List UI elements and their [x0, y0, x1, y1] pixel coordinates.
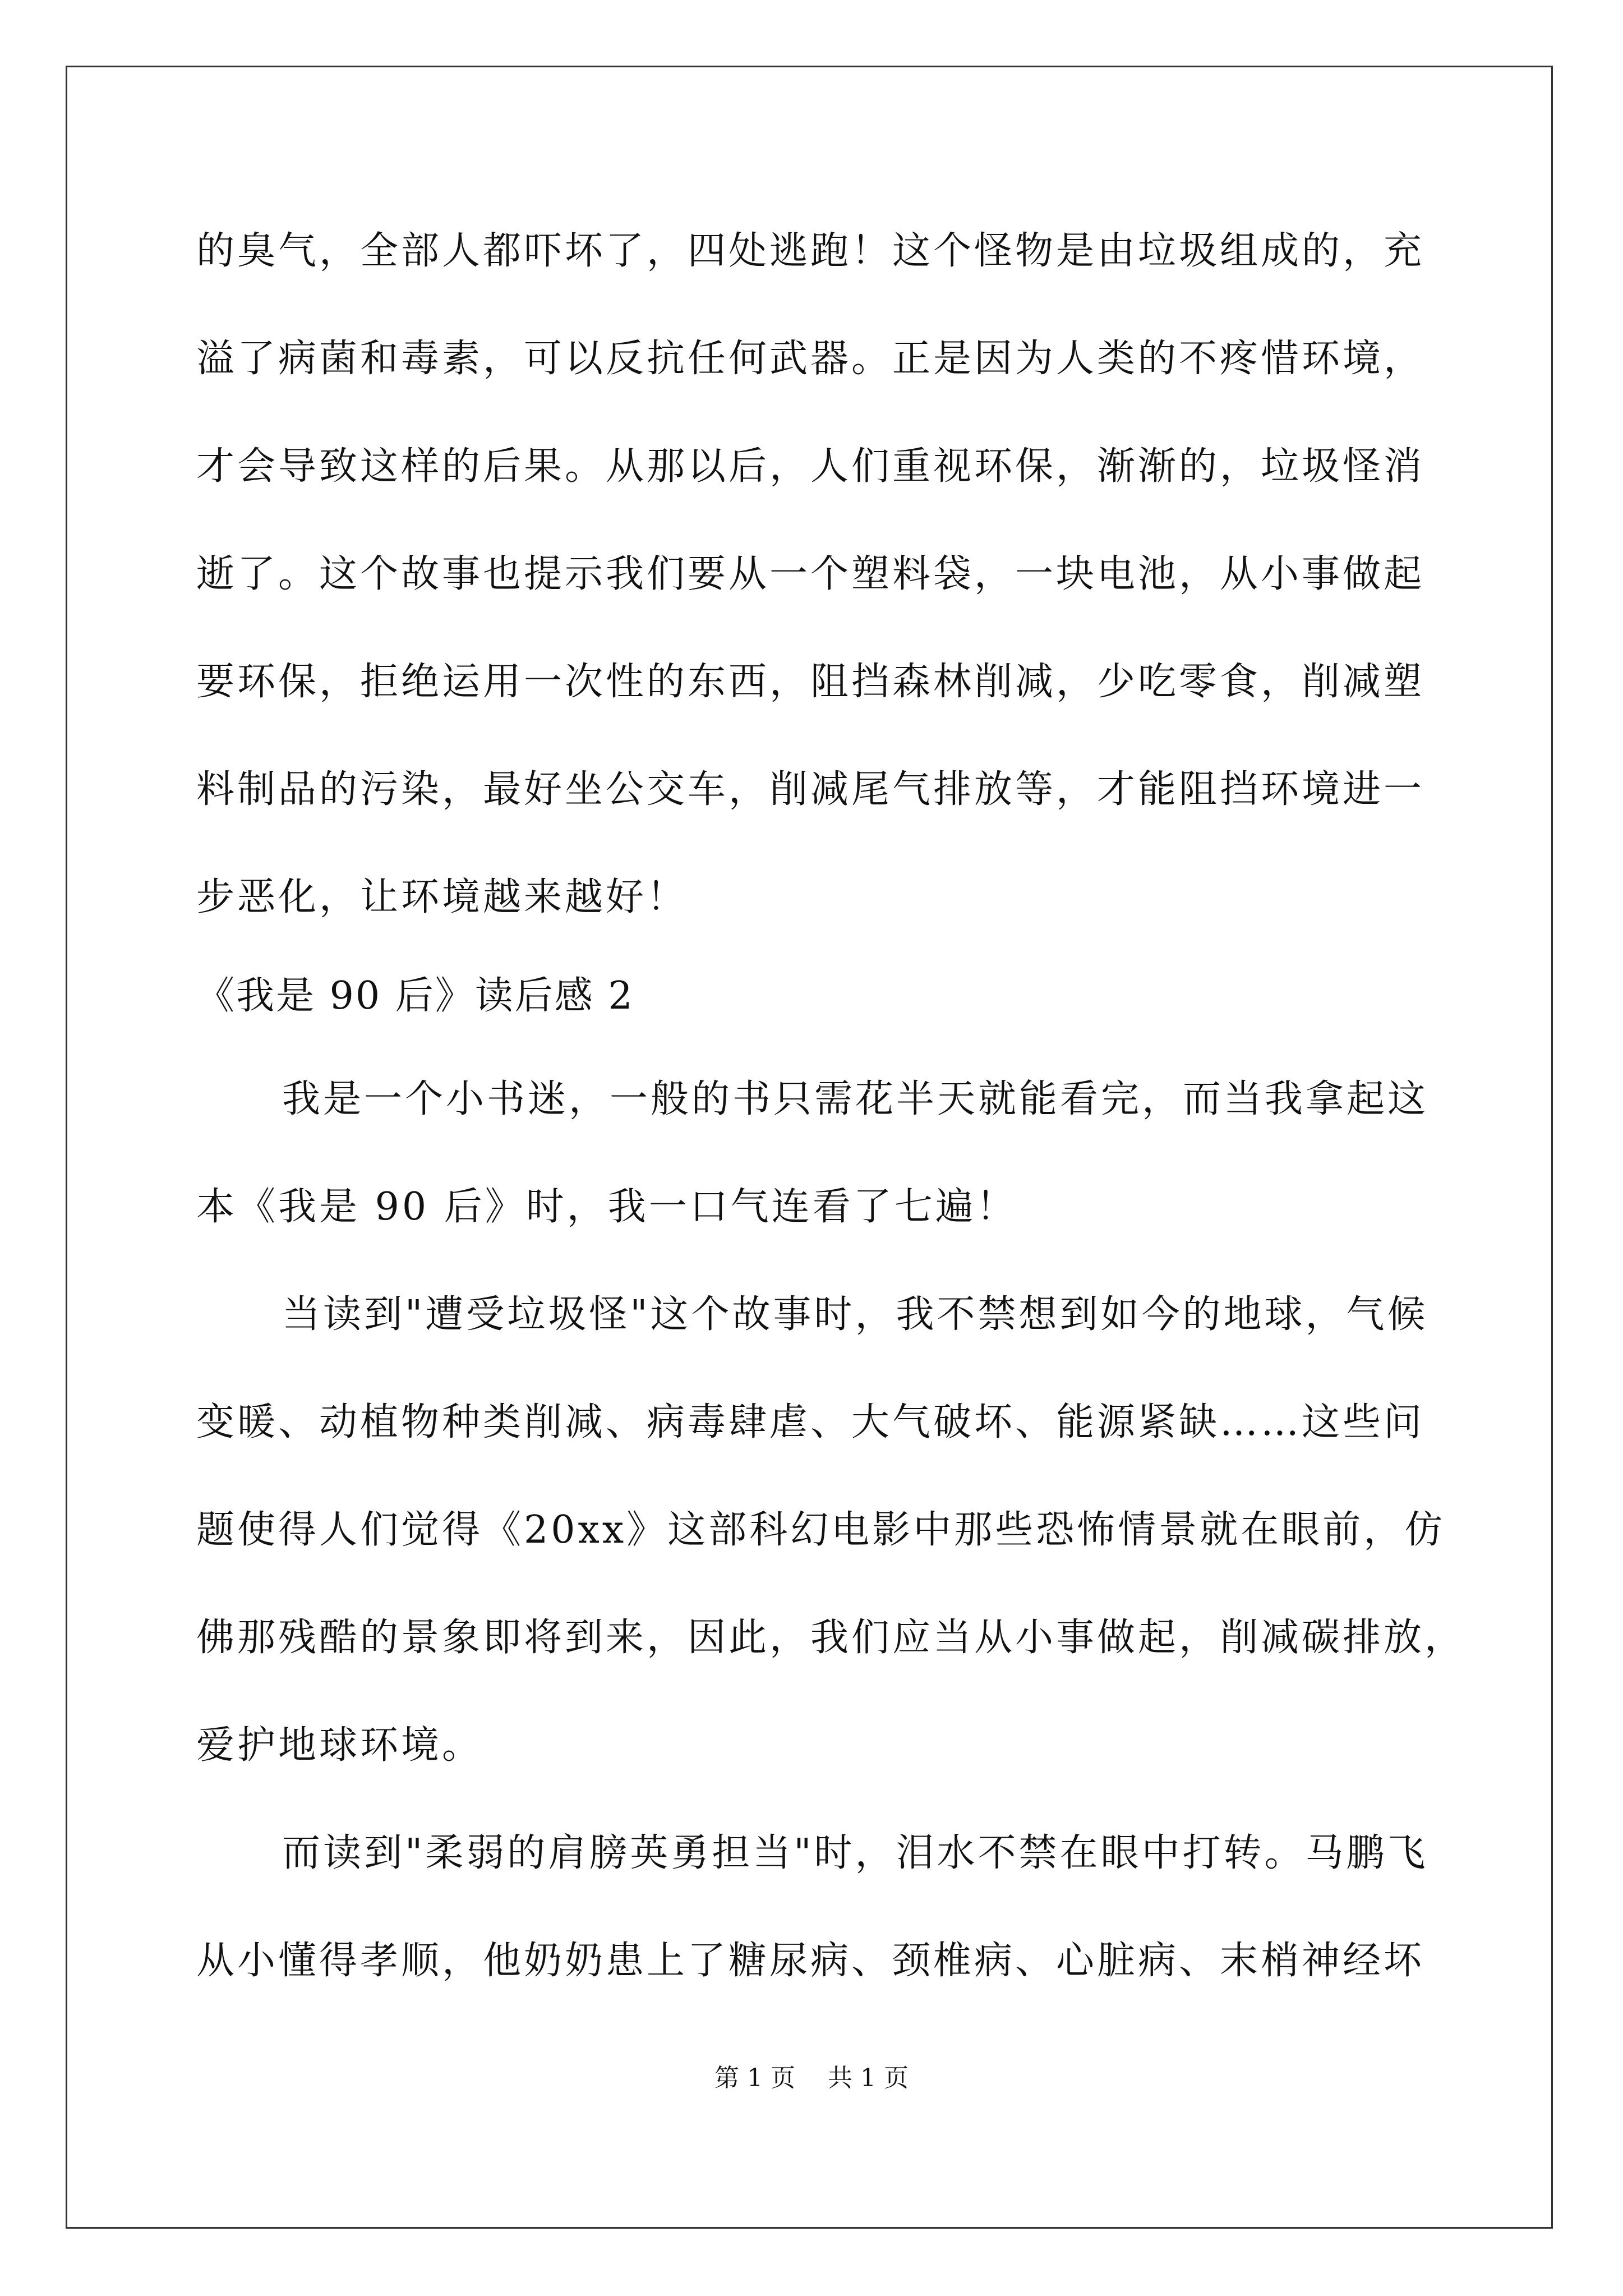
body-text-line: 逝了。这个故事也提示我们要从一个塑料袋，一块电池，从小事做起	[196, 552, 1425, 596]
body-text-line: 溢了病菌和毒素，可以反抗任何武器。正是因为人类的不疼惜环境，	[196, 337, 1425, 381]
body-text-line: 从小懂得孝顺，他奶奶患上了糖尿病、颈椎病、心脏病、末梢神经坏	[196, 1939, 1425, 1983]
body-text-line: 料制品的污染，最好坐公交车，削减尾气排放等，才能阻挡环境进一	[196, 767, 1425, 812]
paragraph-first-line: 当读到"遭受垃圾怪"这个故事时，我不禁想到如今的地球，气候	[282, 1292, 1428, 1337]
body-text-line: 步恶化，让环境越来越好！	[196, 875, 688, 919]
page-number: 第 1 页	[714, 2064, 795, 2092]
section-heading: 《我是 90 后》读后感 2	[196, 974, 634, 1018]
body-text-line: 变暖、动植物种类削减、病毒肆虐、大气破坏、能源紧缺……这些问	[196, 1400, 1425, 1444]
page-total: 共 1 页	[828, 2064, 909, 2092]
body-text-line: 的臭气，全部人都吓坏了，四处逃跑！这个怪物是由垃圾组成的，充	[196, 229, 1425, 273]
page-border	[66, 66, 1553, 2229]
body-text-line: 佛那残酷的景象即将到来，因此，我们应当从小事做起，削减碳排放，	[196, 1616, 1466, 1660]
body-text-line: 才会导致这样的后果。从那以后，人们重视环保，渐渐的，垃圾怪消	[196, 444, 1425, 489]
paragraph-first-line: 我是一个小书迷，一般的书只需花半天就能看完，而当我拿起这	[282, 1077, 1429, 1121]
paragraph-first-line: 而读到"柔弱的肩膀英勇担当"时，泪水不禁在眼中打转。马鹏飞	[282, 1831, 1428, 1875]
page-footer	[0, 2062, 1623, 2095]
body-text-line: 本《我是 90 后》时，我一口气连看了七遍！	[196, 1185, 1017, 1229]
body-text-line: 爱护地球环境。	[196, 1723, 483, 1768]
body-text-line: 题使得人们觉得《20xx》这部科幻电影中那些恐怖情景就在眼前，仿	[196, 1508, 1446, 1552]
body-text-line: 要环保，拒绝运用一次性的东西，阻挡森林削减，少吃零食，削减塑	[196, 660, 1425, 704]
